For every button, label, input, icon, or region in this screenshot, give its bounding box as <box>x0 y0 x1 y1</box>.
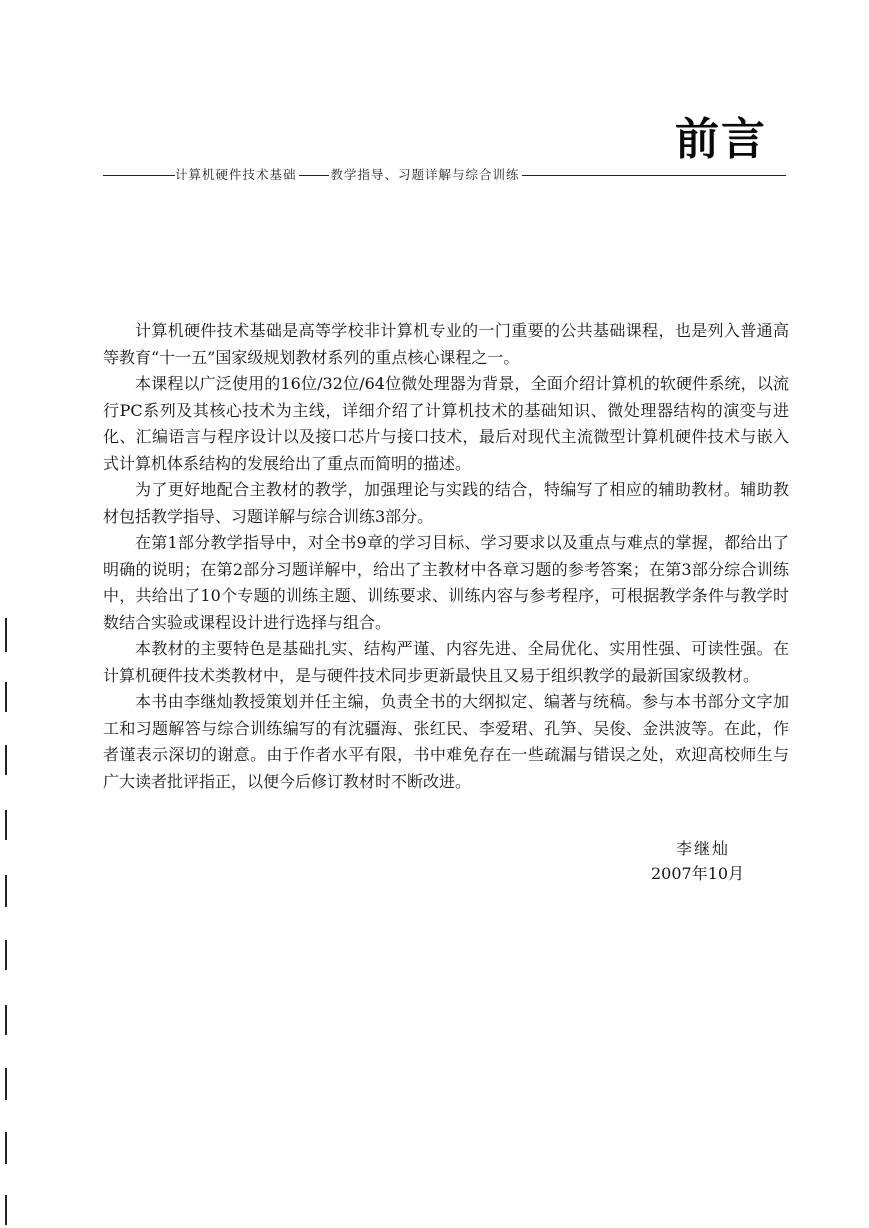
scan-margin-mark <box>5 682 7 712</box>
scan-margin-mark <box>5 1132 7 1164</box>
paragraph: 本书由李继灿教授策划并任主编，负责全书的大纲拟定、编著与统稿。参与本书部分文字加工和习题解答与综合训练编写的有沈疆海、张红民、李爱珺、孔笋、吴俊、金洪波等。在此，作者谨表示深切的谢意。由于作者水平有限，书中难免存在一些疏漏与错误之处，欢迎高校师生与广大读者批评指正，以便今后修订教材时不断改进。 <box>103 692 789 791</box>
paragraph: 在第1部分教学指导中，对全书9章的学习目标、学习要求以及重点与难点的掌握，都给出了明确的说明；在第2部分习题详解中，给出了主教材中各章习题的参考答案；在第3部分综合训练中，共给出了10个专题的训练主题、训练要求、训练内容与参考程序，可根据教学条件与教学时数结合实验或课程设计进行选择与组合。 <box>103 533 789 632</box>
running-head <box>103 167 786 183</box>
running-head-rule <box>103 175 175 176</box>
preface-body <box>103 318 789 795</box>
signature-author: 李继灿 <box>676 839 731 858</box>
scan-margin-mark <box>5 810 7 840</box>
scan-margin-mark <box>5 745 7 775</box>
paragraph: 计算机硬件技术基础是高等学校非计算机专业的一门重要的公共基础课程，也是列入普通高等教育“十一五”国家级规划教材系列的重点核心课程之一。 <box>103 321 789 367</box>
running-head-rule <box>522 175 786 176</box>
paragraph: 为了更好地配合主教材的教学，加强理论与实践的结合，特编写了相应的辅助教材。辅助教材包括教学指导、习题详解与综合训练3部分。 <box>103 480 789 526</box>
scan-margin-mark <box>5 940 7 970</box>
scan-margin-mark <box>5 1195 7 1225</box>
paragraph: 本课程以广泛使用的16位/32位/64位微处理器为背景，全面介绍计算机的软硬件系统，以流行PC系列及其核心技术为主线，详细介绍了计算机技术的基础知识、微处理器结构的演变与进化、汇编语言与程序设计以及接口芯片与接口技术，最后对现代主流微型计算机硬件技术与嵌入式计算机体系结构的发展给出了重点而简明的描述。 <box>103 374 789 473</box>
page-title: 前言 <box>675 114 767 165</box>
scan-margin-mark <box>5 1005 7 1035</box>
running-head-subtitle: 教学指导、习题详解与综合训练 <box>330 167 520 182</box>
running-head-book-title: 计算机硬件技术基础 <box>175 167 297 182</box>
scan-margin-mark <box>5 875 7 907</box>
signature-date: 2007年10月 <box>651 864 745 883</box>
paragraph: 本教材的主要特色是基础扎实、结构严谨、内容先进、全局优化、实用性强、可读性强。在计算机硬件技术类教材中，是与硬件技术同步更新最快且又易于组织教学的最新国家级教材。 <box>103 639 789 685</box>
scan-margin-mark <box>5 1068 7 1100</box>
scan-margin-mark <box>5 618 7 652</box>
running-head-rule <box>299 175 329 176</box>
